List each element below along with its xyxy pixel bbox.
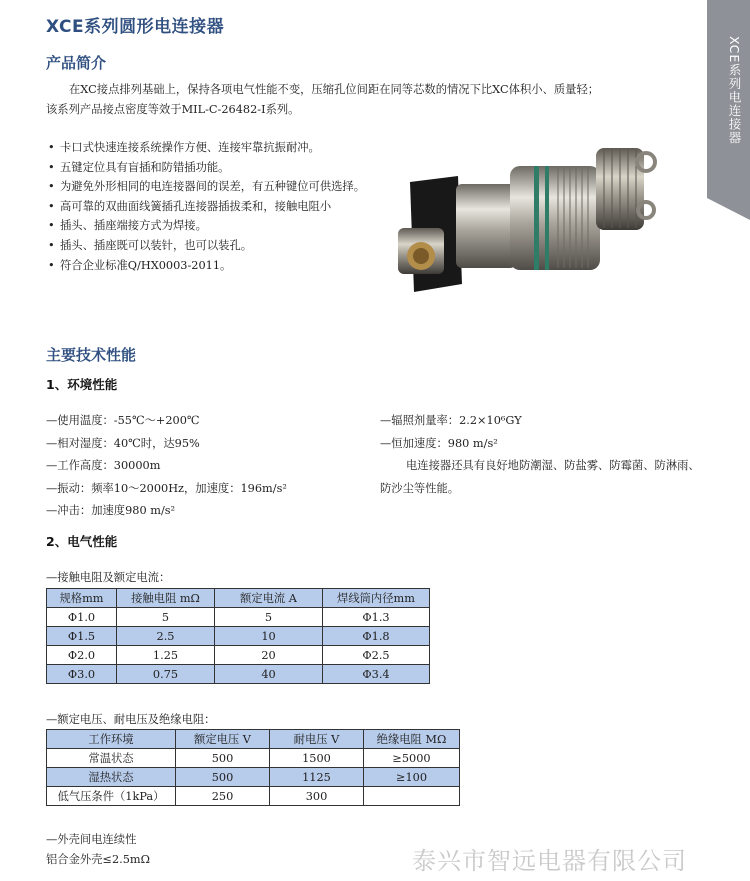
specs-heading: 主要技术性能 [46,346,137,364]
intro-paragraph-line1: 在XC接点排列基础上，保持各项电气性能不变，压缩孔位间距在同等芯数的情况下比XC体积小、质量轻； [69,83,600,96]
table-cell: 0.75 [117,665,215,684]
shell-caption: —外壳间电连续性 [46,833,137,846]
table-header-row [47,589,430,608]
table-header-cell: 额定电压 V [176,730,270,749]
shell-value: 铝合金外壳≤2.5mΩ [46,853,150,866]
feature-item: • 为避免外形相同的电连接器间的误差，有五种键位可供选择。 [46,177,366,197]
side-tab-label: XCE系列电连接器 [727,36,742,145]
table-header-cell: 规格mm [47,589,117,608]
table-cell: 1.25 [117,646,215,665]
env-spec-item: —振动：频率10～2000Hz，加速度：196m/s² [46,481,287,495]
table-row [47,646,430,665]
table-cell: 10 [215,627,323,646]
env-spec-item: —工作高度：30000m [46,459,161,472]
table-cell: Φ1.5 [47,627,117,646]
env-spec-item: —使用温度：-55℃～+200℃ [46,414,200,427]
table-cell: 低气压条件（1kPa） [47,787,176,806]
shell-continuity [46,830,150,870]
table-cell: 1125 [270,768,364,787]
table-cell: 5 [117,608,215,627]
env-protection-note: 电连接器还具有良好地防潮湿、防盐雾、防霉菌、防淋雨、防沙尘等性能。 [380,459,700,495]
table-cell: ≥5000 [364,749,460,768]
table-row [47,749,460,768]
company-watermark: 泰兴市智远电器有限公司 [412,847,687,875]
feature-item: • 插头、插座既可以装针，也可以装孔。 [46,236,366,256]
feature-item: • 五键定位具有盲插和防错插功能。 [46,158,366,178]
table2-caption: —额定电压、耐电压及绝缘电阻： [46,713,216,726]
table-header-row [47,730,460,749]
table-cell: 湿热状态 [47,768,176,787]
table-cell: 常温状态 [47,749,176,768]
table-cell: ≥100 [364,768,460,787]
intro-heading: 产品简介 [46,54,107,72]
env-specs-right [380,410,710,500]
table-cell: Φ2.5 [323,646,430,665]
table-header-cell: 耐电压 V [270,730,364,749]
env-spec-item: —辐照剂量率：2.2×10⁶GY [380,414,522,427]
feature-item: • 符合企业标准Q/HX0003-2011。 [46,256,366,276]
feature-item: • 高可靠的双曲面线簧插孔连接器插拔柔和，接触电阻小 [46,197,366,217]
table-row [47,787,460,806]
table-cell: 1500 [270,749,364,768]
intro-paragraph-line2: 该系列产品接点密度等效于MIL-C-26482-I系列。 [46,103,300,116]
table-cell: 500 [176,749,270,768]
feature-item: • 插头、插座端接方式为焊接。 [46,216,366,236]
table-header-cell: 额定电流 A [215,589,323,608]
contact-resistance-table [46,588,430,684]
table-row [47,608,430,627]
table-cell: Φ3.4 [323,665,430,684]
table-header-cell: 接触电阻 mΩ [117,589,215,608]
env-specs-left [46,410,366,523]
intro-paragraph [46,80,691,120]
env-spec-item: —恒加速度：980 m/s² [380,436,498,450]
table-cell: 20 [215,646,323,665]
table-cell: Φ3.0 [47,665,117,684]
table-cell: 250 [176,787,270,806]
table-cell: Φ2.0 [47,646,117,665]
env-spec-item: —冲击：加速度980 m/s² [46,504,176,517]
elec-heading: 2、电气性能 [46,534,118,549]
feature-list [46,138,366,275]
page-title: XCE系列圆形电连接器 [46,17,225,37]
env-spec-item: —相对湿度：40℃时，达95% [46,436,200,450]
table-row [47,768,460,787]
table-header-cell: 焊线筒内径mm [323,589,430,608]
table-cell: 5 [215,608,323,627]
table-cell: 40 [215,665,323,684]
table-cell: 2.5 [117,627,215,646]
table-row [47,627,430,646]
table-header-cell: 绝缘电阻 MΩ [364,730,460,749]
env-heading: 1、环境性能 [46,377,118,392]
table-cell: Φ1.3 [323,608,430,627]
table-row [47,665,430,684]
table-cell: Φ1.0 [47,608,117,627]
connector-product-image [398,132,660,298]
table-cell: 300 [270,787,364,806]
voltage-insulation-table [46,729,460,806]
table-cell [364,787,460,806]
table-cell: 500 [176,768,270,787]
table-cell: Φ1.8 [323,627,430,646]
table-header-cell: 工作环境 [47,730,176,749]
table1-caption: —接触电阻及额定电流： [46,571,171,584]
feature-item: • 卡口式快速连接系统操作方便、连接牢靠抗振耐冲。 [46,138,366,158]
